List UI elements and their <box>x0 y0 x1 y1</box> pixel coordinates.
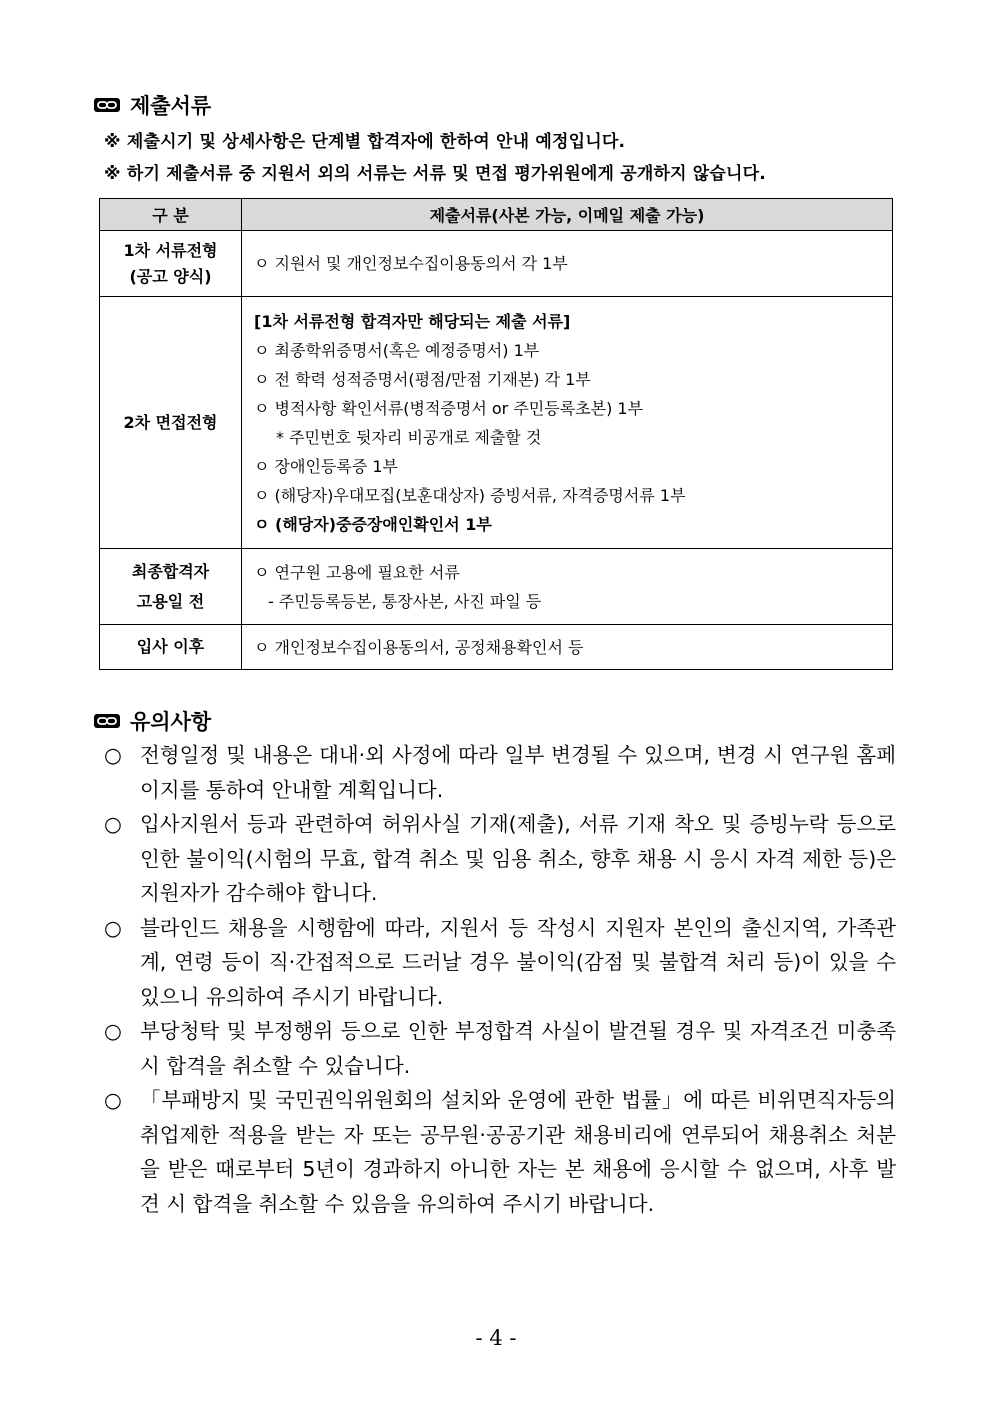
row-documents <box>242 297 893 549</box>
header-documents: 제출서류(사본 가능, 이메일 제출 가능) <box>242 199 893 231</box>
category-line: (공고 양식) <box>129 266 212 286</box>
category-line: 1차 서류전형 <box>123 240 218 260</box>
category-line: 입사 이후 <box>136 637 205 656</box>
table-header-row <box>100 199 893 231</box>
section-title: 유의사항 <box>130 710 212 734</box>
document-line: ㅇ 최종학위증명서(혹은 예정증명서) 1부 <box>254 340 540 360</box>
section-submission-heading <box>94 90 211 120</box>
list-item-text: 입사지원서 등과 관련하여 허위사실 기재(제출), 서류 기재 착오 및 증빙누락 등으로 인한 불이익(시험의 무효, 합격 취소 및 임용 취소, 향후 채용 시 응시 자격 제한 등)은 지원자가 감수해야 합니다. <box>140 812 896 905</box>
document-line: ㅇ 지원서 및 개인정보수집이용동의서 각 1부 <box>254 254 568 273</box>
row-documents <box>242 625 893 670</box>
category-line: 최종합격자 <box>131 561 210 581</box>
page-number: - 4 - <box>475 1326 517 1350</box>
list-item <box>104 1083 896 1221</box>
row-documents <box>242 549 893 625</box>
link-icon <box>94 98 120 112</box>
document-subheading: [1차 서류전형 합격자만 해당되는 제출 서류] <box>254 311 571 331</box>
bullet: ○ <box>104 812 122 836</box>
document-line: ㅇ 전 학력 성적증명서(평점/만점 기재본) 각 1부 <box>254 369 591 389</box>
list-item <box>104 807 896 911</box>
table-row <box>100 549 893 625</box>
list-item-text: 「부패방지 및 국민권익위원회의 설치와 운영에 관한 법률」에 따른 비위면직자등의 취업제한 적용을 받는 자 또는 공무원·공공기관 채용비리에 연루되어 채용취소 처분을 받은 때로부터 5년이 경과하지 아니한 자는 본 채용에 응시할 수 없으며, 사후 발견 시 합격을 취소할 수 있음을 유의하여 주시기 바랍니다. <box>140 1088 896 1216</box>
list-item-text: 블라인드 채용을 시행함에 따라, 지원서 등 작성시 지원자 본인의 출신지역, 가족관계, 연령 등이 직·간접적으로 드러날 경우 불이익(감점 및 불합격 처리 등)이 있을 수 있으니 유의하여 주시기 바랍니다. <box>140 915 896 1009</box>
header-category: 구 분 <box>100 199 242 231</box>
list-item <box>104 1014 896 1083</box>
note-line: ※ 제출시기 및 상세사항은 단계별 합격자에 한하여 안내 예정입니다. <box>104 132 626 152</box>
bullet: ○ <box>104 1019 122 1043</box>
submission-table <box>99 198 893 670</box>
row-category <box>100 549 242 625</box>
link-icon <box>94 714 120 728</box>
bullet: ○ <box>104 915 122 940</box>
category-line: 2차 면접전형 <box>123 412 218 432</box>
table-row <box>100 297 893 549</box>
row-documents <box>242 231 893 297</box>
document-line: ㅇ 개인정보수집이용동의서, 공정채용확인서 등 <box>254 637 584 657</box>
list-item-text: 부당청탁 및 부정행위 등으로 인한 부정합격 사실이 발견될 경우 및 자격조건 미충족시 합격을 취소할 수 있습니다. <box>140 1019 896 1078</box>
list-item-text: 전형일정 및 내용은 대내·외 사정에 따라 일부 변경될 수 있으며, 변경 시 연구원 홈페이지를 통하여 안내할 계획입니다. <box>140 743 896 802</box>
document-line: ㅇ (해당자)우대모집(보훈대상자) 증빙서류, 자격증명서류 1부 <box>254 485 686 505</box>
document-subline: - 주민등록등본, 통장사본, 사진 파일 등 <box>268 591 542 611</box>
note-line: ※ 하기 제출서류 중 지원서 외의 서류는 서류 및 면접 평가위원에게 공개하지 않습니다. <box>104 164 766 184</box>
row-category <box>100 231 242 297</box>
row-category <box>100 625 242 670</box>
document-line: ㅇ 병적사항 확인서류(병적증명서 or 주민등록초본) 1부 <box>254 398 644 418</box>
bullet: ○ <box>104 743 122 767</box>
precautions-list <box>104 738 896 1221</box>
section-title: 제출서류 <box>130 94 212 118</box>
table-row <box>100 625 893 670</box>
document-footnote: * 주민번호 뒷자리 비공개로 제출할 것 <box>276 427 542 447</box>
row-category <box>100 297 242 549</box>
document-line: ㅇ (해당자)중증장애인확인서 1부 <box>254 514 492 534</box>
table-row <box>100 231 893 297</box>
list-item <box>104 911 896 1015</box>
section-precautions-heading <box>94 706 211 736</box>
document-line: ㅇ 연구원 고용에 필요한 서류 <box>254 562 460 582</box>
category-line: 고용일 전 <box>136 591 205 611</box>
document-line: ㅇ 장애인등록증 1부 <box>254 456 398 476</box>
bullet: ○ <box>104 1088 122 1112</box>
list-item <box>104 738 896 807</box>
